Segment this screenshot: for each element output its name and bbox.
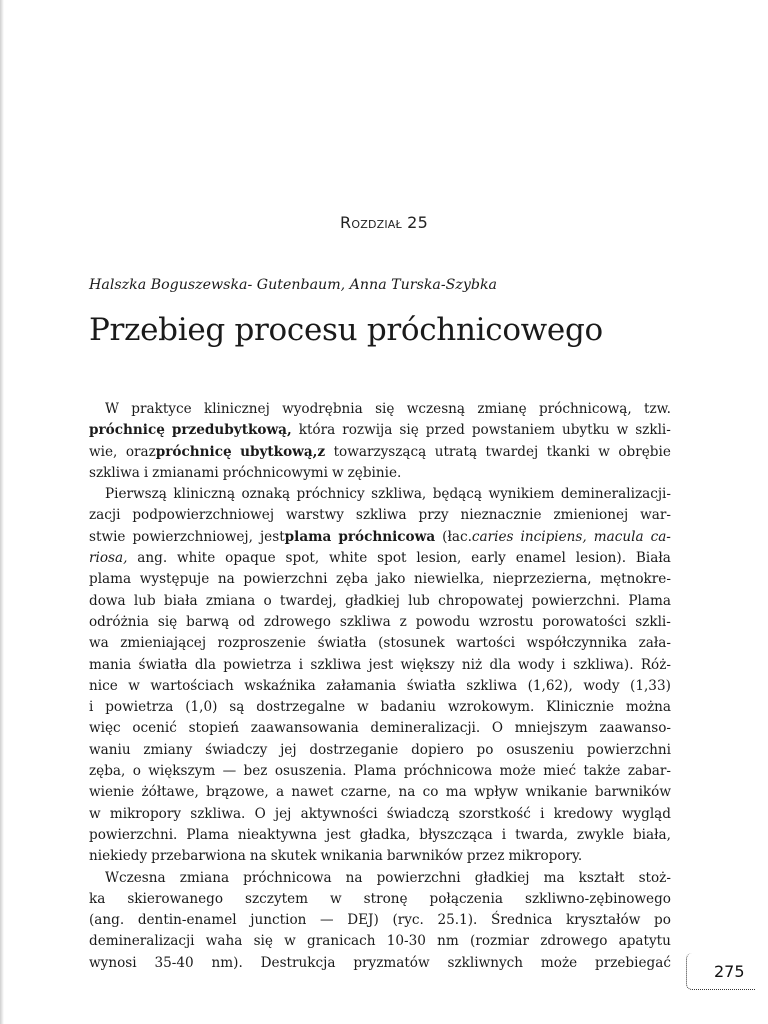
word: aktywności bbox=[300, 805, 378, 822]
word: (1,33) bbox=[630, 677, 671, 694]
word: riosa, bbox=[89, 550, 128, 567]
word: wody bbox=[517, 656, 555, 673]
word: ma bbox=[543, 869, 565, 886]
word: szkliwa bbox=[466, 677, 518, 694]
word: światła bbox=[138, 656, 188, 673]
word-group bbox=[126, 442, 232, 463]
word: towarzyszącą bbox=[333, 443, 427, 460]
word: spot bbox=[377, 550, 407, 567]
word: zaawansowania bbox=[250, 720, 359, 737]
word: caries bbox=[471, 528, 514, 545]
word: skierowanego bbox=[127, 890, 224, 907]
word: praktyce bbox=[131, 401, 192, 417]
word: twarda, bbox=[515, 826, 568, 843]
text-line bbox=[89, 782, 671, 803]
word: Średnica bbox=[491, 912, 553, 929]
word: zmiana bbox=[205, 592, 256, 609]
word: — bbox=[222, 763, 237, 780]
word: stoż- bbox=[638, 869, 671, 886]
word: która bbox=[298, 422, 336, 439]
word: stronę bbox=[363, 890, 408, 907]
word: przed bbox=[425, 422, 465, 439]
word: kryształów bbox=[566, 912, 641, 929]
word: się bbox=[253, 933, 273, 950]
word: po bbox=[476, 741, 494, 758]
chapter-heading: Rozdział 25 bbox=[340, 213, 428, 232]
word: wygląd bbox=[621, 805, 671, 822]
word: nawet bbox=[291, 784, 334, 801]
word: tkanki bbox=[546, 443, 590, 460]
word: klinicznej bbox=[203, 401, 270, 417]
word: ocenić bbox=[132, 720, 177, 737]
word: szkliwa bbox=[355, 507, 407, 524]
word: odróżnia bbox=[89, 613, 149, 630]
paragraph bbox=[89, 868, 671, 974]
word: gładka, bbox=[359, 826, 411, 843]
word: na bbox=[249, 848, 267, 865]
chapter-title: Przebieg procesu próchnicowego bbox=[89, 312, 603, 348]
word: jest bbox=[326, 826, 351, 843]
word: powietrza bbox=[105, 699, 174, 716]
word: powodu bbox=[415, 613, 470, 630]
word: i bbox=[143, 464, 149, 481]
text-line bbox=[89, 846, 671, 867]
word: w bbox=[357, 699, 369, 716]
word: zęba bbox=[336, 571, 369, 588]
authors-line: Halszka Boguszewska- Gutenbaum, Anna Turska-Szybka bbox=[89, 277, 498, 293]
word: Pierwszą bbox=[105, 486, 167, 503]
word: tzw. bbox=[644, 401, 671, 417]
word: waha bbox=[205, 933, 243, 950]
word: przebarwiona bbox=[151, 848, 246, 865]
word: współczynnika bbox=[526, 635, 628, 652]
word: zmianę bbox=[477, 401, 527, 417]
word: obrębie bbox=[618, 443, 671, 460]
word: barwą bbox=[186, 613, 230, 630]
word: nice bbox=[89, 677, 118, 694]
text-line bbox=[89, 633, 671, 654]
word: waniu bbox=[89, 741, 131, 758]
text-line bbox=[89, 910, 671, 931]
word: oraz bbox=[125, 443, 156, 460]
word: granicach bbox=[307, 933, 376, 950]
text-line bbox=[89, 804, 671, 825]
text-line bbox=[89, 718, 671, 739]
word: rozwija bbox=[342, 422, 393, 439]
word: w bbox=[89, 805, 101, 822]
text-line bbox=[89, 420, 671, 441]
word: zmianami bbox=[152, 464, 219, 481]
text-line bbox=[89, 505, 671, 526]
word: światła bbox=[317, 635, 367, 652]
word: bez bbox=[243, 763, 268, 780]
word: nm bbox=[437, 933, 459, 950]
word: 10-30 bbox=[386, 933, 426, 950]
word: szkliwa). bbox=[573, 656, 634, 673]
word: zmieniającej bbox=[120, 635, 207, 652]
word: osuszeniu bbox=[506, 741, 575, 758]
word: po bbox=[654, 912, 671, 929]
word: utratą bbox=[434, 443, 478, 460]
page-number: 275 bbox=[714, 962, 745, 981]
word: wnikania bbox=[320, 848, 383, 865]
word: zdrowego bbox=[540, 933, 608, 950]
word: (ang. bbox=[89, 912, 125, 929]
word: barwników bbox=[386, 848, 463, 865]
word: wody bbox=[583, 677, 620, 694]
word-group bbox=[260, 527, 331, 548]
word: powstaniem bbox=[471, 422, 555, 439]
text-line bbox=[89, 591, 671, 612]
word: biała, bbox=[632, 826, 671, 843]
word: stopień bbox=[188, 720, 240, 737]
paragraph bbox=[89, 484, 671, 867]
word: 25.1). bbox=[437, 912, 478, 929]
word: powierzchni bbox=[586, 741, 671, 758]
word: plama bbox=[284, 528, 332, 545]
word: lesion). bbox=[575, 550, 627, 567]
word: i bbox=[561, 656, 566, 673]
word: świadczą bbox=[386, 805, 450, 822]
word: twardej bbox=[485, 443, 539, 460]
word: zała- bbox=[638, 635, 671, 652]
word: próchnicową, bbox=[538, 401, 632, 417]
word: O bbox=[491, 720, 504, 737]
word: mętnokre- bbox=[600, 571, 671, 588]
word: Wczesna bbox=[105, 869, 166, 886]
text-line bbox=[89, 463, 671, 484]
word: nieznacznie bbox=[460, 507, 542, 524]
word: szkli- bbox=[635, 422, 671, 439]
word: Róż- bbox=[640, 656, 671, 673]
word: zwykle bbox=[576, 826, 624, 843]
word: mania bbox=[89, 656, 132, 673]
text-line bbox=[89, 697, 671, 718]
word: w bbox=[598, 443, 610, 460]
word: szkliwa bbox=[310, 656, 362, 673]
word: można bbox=[625, 699, 671, 716]
word: próchnicowymi bbox=[222, 464, 328, 481]
word: niż bbox=[461, 656, 483, 673]
word: jako bbox=[376, 571, 406, 588]
word: świadczy bbox=[205, 741, 268, 758]
word: przedubytkową, bbox=[171, 422, 292, 439]
word: Plama bbox=[186, 826, 229, 843]
word: barwników bbox=[594, 784, 671, 801]
word: i bbox=[540, 805, 545, 822]
word: szkliwno-zębinowego bbox=[524, 890, 671, 907]
word: powierzchni. bbox=[531, 592, 621, 609]
word: wpływ bbox=[474, 784, 519, 801]
word: czarne, bbox=[340, 784, 392, 801]
word: szczytem bbox=[245, 890, 309, 907]
word: próchnicy bbox=[296, 486, 365, 503]
word: chropowatej bbox=[438, 592, 524, 609]
word: i bbox=[298, 656, 304, 673]
word: opaque bbox=[225, 550, 276, 567]
word: występuje bbox=[139, 571, 210, 588]
scan-edge-shadow bbox=[0, 0, 4, 1024]
word: błyszcząca bbox=[419, 826, 493, 843]
word: demineralizacji bbox=[89, 933, 195, 950]
word: powierzchni bbox=[376, 869, 461, 886]
word: 35-40 bbox=[154, 954, 194, 971]
word: ubytku bbox=[561, 422, 610, 439]
text-line bbox=[89, 484, 671, 505]
word: DEJ) bbox=[347, 912, 379, 929]
word: dopiero bbox=[411, 741, 464, 758]
word: są bbox=[229, 699, 245, 716]
word: zmienionej bbox=[553, 507, 629, 524]
word: dentin-enamel bbox=[137, 912, 237, 929]
word: badaniu bbox=[380, 699, 437, 716]
word: ang. bbox=[137, 550, 168, 567]
word: większym bbox=[148, 763, 216, 780]
word: o bbox=[132, 763, 141, 780]
word: z bbox=[399, 613, 407, 630]
word: wczesną bbox=[406, 401, 466, 417]
word: O bbox=[254, 805, 266, 822]
word: enamel bbox=[515, 550, 566, 567]
word: powierzchni. bbox=[89, 826, 178, 843]
word: macula bbox=[593, 528, 644, 545]
word: może bbox=[540, 954, 578, 971]
word: twardej, bbox=[279, 592, 337, 609]
word: early bbox=[471, 550, 506, 567]
word: dowa bbox=[89, 592, 126, 609]
word: zaawanso- bbox=[599, 720, 671, 737]
word: Biała bbox=[635, 550, 671, 567]
text-line bbox=[89, 655, 671, 676]
word: załamania bbox=[326, 677, 397, 694]
word: szkliwa. bbox=[190, 805, 246, 822]
word: apatytu bbox=[618, 933, 671, 950]
word: wartościach bbox=[150, 677, 234, 694]
text-line bbox=[89, 868, 671, 889]
word: nm). bbox=[211, 954, 243, 971]
word: lub bbox=[133, 592, 156, 609]
word: W bbox=[105, 401, 119, 417]
word: się bbox=[375, 401, 395, 417]
word: połączenia bbox=[429, 890, 503, 907]
word: może bbox=[499, 763, 536, 780]
word: wskaźnika bbox=[244, 677, 316, 694]
text-line bbox=[89, 761, 671, 782]
word: zęba, bbox=[89, 763, 126, 780]
word: podpowierzchniowej bbox=[132, 507, 275, 524]
text-line bbox=[89, 825, 671, 846]
word: się bbox=[157, 613, 178, 630]
word: brązowe, bbox=[206, 784, 269, 801]
word: (rozmiar bbox=[470, 933, 530, 950]
word: wynosi bbox=[89, 954, 137, 971]
word: niekiedy bbox=[89, 848, 148, 865]
word: zdrowego bbox=[263, 613, 331, 630]
word: przy bbox=[418, 507, 449, 524]
word: więc bbox=[89, 720, 121, 737]
text-line bbox=[89, 527, 671, 548]
word: na bbox=[345, 869, 363, 886]
word: próchnicę bbox=[89, 422, 165, 439]
word: większy bbox=[400, 656, 455, 673]
word: wyodrębnia bbox=[282, 401, 363, 417]
word: incipiens, bbox=[520, 528, 587, 545]
word: przebiegać bbox=[595, 954, 671, 971]
word: plama bbox=[89, 571, 132, 588]
word: zmiany bbox=[143, 741, 193, 758]
word: jej bbox=[274, 805, 292, 822]
text-line bbox=[89, 612, 671, 633]
word: ma bbox=[445, 784, 467, 801]
text-line bbox=[89, 931, 671, 952]
word: szkliwa, bbox=[371, 486, 427, 503]
word: osuszenia. bbox=[274, 763, 347, 780]
word: przez bbox=[466, 848, 505, 865]
word: zmiana bbox=[179, 869, 230, 886]
word: (1,0) bbox=[185, 699, 218, 716]
word: szorstkość bbox=[458, 805, 531, 822]
word: wie, bbox=[89, 443, 118, 460]
word: Plama bbox=[628, 592, 671, 609]
word: nieaktywna bbox=[237, 826, 318, 843]
word: kredowy bbox=[553, 805, 613, 822]
word: oznaką bbox=[241, 486, 291, 503]
word: jej bbox=[280, 741, 297, 758]
word: w bbox=[332, 464, 344, 481]
text-line bbox=[89, 740, 671, 761]
word: wzrostu bbox=[478, 613, 534, 630]
word: o bbox=[263, 592, 272, 609]
text-line bbox=[89, 399, 671, 420]
text-line bbox=[89, 889, 671, 910]
word: i bbox=[501, 826, 507, 843]
word: dostrzeganie bbox=[309, 741, 399, 758]
word: mikropory bbox=[109, 805, 182, 822]
word: biała bbox=[163, 592, 198, 609]
word: skutek bbox=[270, 848, 317, 865]
word: jest bbox=[368, 656, 394, 673]
word: lesion, bbox=[416, 550, 462, 567]
word: wzrokowym. bbox=[447, 699, 535, 716]
word: gładkiej bbox=[474, 869, 530, 886]
word: szkliwa bbox=[89, 464, 140, 481]
word: mniejszym bbox=[514, 720, 588, 737]
word: kształt bbox=[578, 869, 625, 886]
word: będącą bbox=[432, 486, 482, 503]
text-line bbox=[89, 676, 671, 697]
word: wartości bbox=[456, 635, 516, 652]
word: gładkiej bbox=[345, 592, 400, 609]
word: szkli- bbox=[635, 613, 671, 630]
word: (1,62), bbox=[527, 677, 573, 694]
word: na bbox=[217, 571, 235, 588]
word: próchnicowa bbox=[403, 763, 493, 780]
word: w bbox=[616, 422, 629, 439]
word: i bbox=[89, 699, 94, 716]
word: ka bbox=[89, 890, 106, 907]
word: mikropory. bbox=[508, 848, 583, 865]
word: powierzchniowej, bbox=[132, 528, 253, 545]
word: dostrzegalne bbox=[256, 699, 346, 716]
word: w bbox=[284, 933, 296, 950]
word: ubytkową,z bbox=[240, 443, 326, 460]
word: powietrza bbox=[223, 656, 292, 673]
word: szkliwa bbox=[339, 613, 391, 630]
word: warstwy bbox=[285, 507, 344, 524]
word: Plama bbox=[353, 763, 397, 780]
word: junction bbox=[250, 912, 307, 929]
word: (łac. bbox=[442, 528, 472, 545]
text-line bbox=[89, 569, 671, 590]
word: co bbox=[422, 784, 439, 801]
word: lub bbox=[408, 592, 430, 609]
word-group bbox=[442, 527, 513, 548]
word: wienie bbox=[89, 784, 135, 801]
text-line bbox=[89, 442, 671, 463]
word: powierzchni bbox=[243, 571, 328, 588]
word: próchnicowa bbox=[338, 528, 436, 545]
word: war- bbox=[640, 507, 671, 524]
word: wnikanie bbox=[525, 784, 588, 801]
word: od bbox=[238, 613, 255, 630]
word: (stosunek bbox=[378, 635, 445, 652]
word: zębinie. bbox=[347, 464, 402, 481]
word: a bbox=[276, 784, 285, 801]
word: ca- bbox=[650, 528, 671, 545]
word: jest bbox=[259, 528, 285, 545]
word: zabar- bbox=[627, 763, 671, 780]
word: Destrukcja bbox=[260, 954, 336, 971]
word: światła bbox=[406, 677, 456, 694]
word: niewielka, bbox=[414, 571, 485, 588]
word: nieprzezierna, bbox=[492, 571, 592, 588]
word: w bbox=[128, 677, 140, 694]
word: pryzmatów bbox=[353, 954, 430, 971]
word: Klinicznie bbox=[546, 699, 615, 716]
word: spot, bbox=[285, 550, 320, 567]
word: (ryc. bbox=[392, 912, 424, 929]
word: w bbox=[330, 890, 342, 907]
word: dla bbox=[489, 656, 511, 673]
word: demineralizacji. bbox=[370, 720, 481, 737]
text-line bbox=[89, 953, 671, 974]
word: próchnicę bbox=[155, 443, 232, 460]
word: porowatości bbox=[542, 613, 627, 630]
word: demineralizacji- bbox=[560, 486, 671, 503]
word: żółtawe, bbox=[141, 784, 199, 801]
word: — bbox=[320, 912, 334, 929]
word: próchnicowa bbox=[243, 869, 332, 886]
text-line bbox=[89, 548, 671, 569]
word: kliniczną bbox=[173, 486, 236, 503]
paragraph bbox=[89, 399, 671, 484]
word: się bbox=[399, 422, 419, 439]
word: wynikiem bbox=[488, 486, 555, 503]
word: na bbox=[398, 784, 416, 801]
word: dla bbox=[194, 656, 216, 673]
word: stwie bbox=[89, 528, 126, 545]
word: szkliwnych bbox=[447, 954, 524, 971]
word: także bbox=[583, 763, 621, 780]
word: white bbox=[177, 550, 216, 567]
word: mieć bbox=[543, 763, 577, 780]
word: rozproszenie bbox=[217, 635, 307, 652]
word: wa bbox=[89, 635, 109, 652]
word: white bbox=[329, 550, 368, 567]
word: zacji bbox=[89, 507, 121, 524]
body-text bbox=[89, 399, 671, 974]
